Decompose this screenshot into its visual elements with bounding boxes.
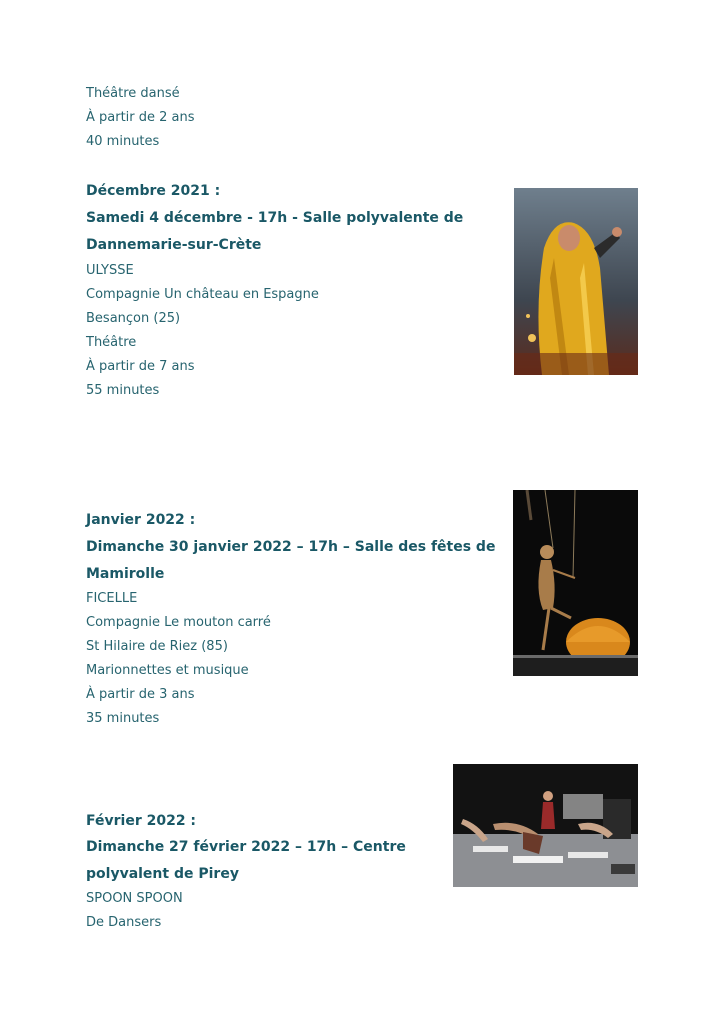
event-age: À partir de 3 ans <box>86 687 195 702</box>
event-month-december: Décembre 2021 : <box>86 183 221 199</box>
event-date-line-1: Dimanche 30 janvier 2022 – 17h – Salle des fêtes de <box>86 539 496 555</box>
intro-age: À partir de 2 ans <box>86 110 195 125</box>
event-title: FICELLE <box>86 591 138 606</box>
event-title: ULYSSE <box>86 263 134 278</box>
event-duration: 55 minutes <box>86 383 160 398</box>
puppet-on-pumpkin-photo <box>513 490 638 676</box>
event-company: De Dansers <box>86 915 162 930</box>
event-duration: 35 minutes <box>86 711 160 726</box>
actor-in-yellow-cloak-photo <box>514 188 638 375</box>
dancers-on-stage-photo <box>453 764 638 887</box>
event-date-line-2: Mamirolle <box>86 566 165 582</box>
event-date-line-1: Samedi 4 décembre - 17h - Salle polyvalente de <box>86 210 464 226</box>
event-month-february: Février 2022 : <box>86 813 197 829</box>
event-company: Compagnie Le mouton carré <box>86 615 271 630</box>
event-genre: Théâtre <box>86 335 137 350</box>
intro-duration: 40 minutes <box>86 134 160 149</box>
event-origin: St Hilaire de Riez (85) <box>86 639 228 654</box>
event-origin: Besançon (25) <box>86 311 181 326</box>
event-date-line-2: polyvalent de Pirey <box>86 866 239 882</box>
event-age: À partir de 7 ans <box>86 359 195 374</box>
event-company: Compagnie Un château en Espagne <box>86 287 319 302</box>
event-month-january: Janvier 2022 : <box>86 512 196 528</box>
intro-genre: Théâtre dansé <box>86 86 180 101</box>
event-date-line-1: Dimanche 27 février 2022 – 17h – Centre <box>86 839 406 855</box>
event-date-line-2: Dannemarie-sur-Crète <box>86 237 262 253</box>
event-title: SPOON SPOON <box>86 891 183 906</box>
event-genre: Marionnettes et musique <box>86 663 249 678</box>
